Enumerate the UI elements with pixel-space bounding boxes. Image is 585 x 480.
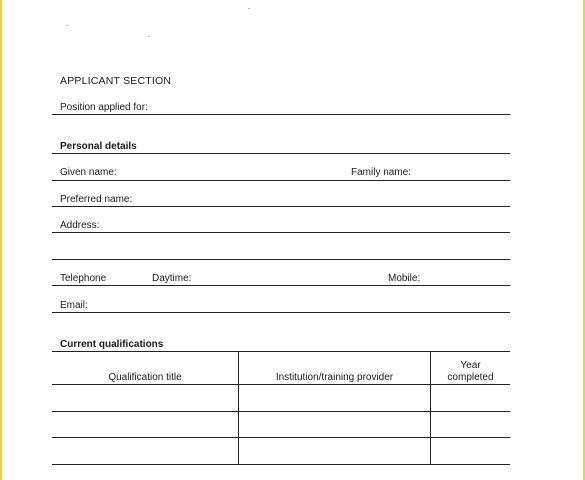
preferred-name-label: Preferred name: — [60, 194, 133, 205]
qualifications-heading: Current qualifications — [60, 339, 164, 350]
email-label: Email: — [60, 300, 88, 311]
table-row[interactable] — [52, 412, 510, 437]
telephone-label: Telephone — [60, 273, 107, 284]
column-header-qualification-title: Qualification title — [108, 372, 182, 383]
table-top-rule — [52, 351, 510, 352]
mobile-label: Mobile: — [388, 273, 421, 284]
telephone-line[interactable] — [52, 285, 510, 286]
personal-details-heading: Personal details — [60, 141, 137, 152]
column-header-year-line2: completed — [447, 372, 494, 383]
scan-speck — [66, 25, 68, 26]
table-bottom-rule — [52, 464, 510, 465]
scan-speck — [148, 36, 150, 37]
daytime-label: Daytime: — [152, 273, 192, 284]
column-header-year-line1: Year — [460, 360, 481, 371]
personal-details-rule — [52, 153, 510, 154]
column-header-institution: Institution/training provider — [275, 372, 394, 383]
position-applied-line[interactable] — [52, 114, 510, 115]
section-title: APPLICANT SECTION — [60, 75, 172, 87]
given-name-label: Given name: — [60, 167, 117, 178]
table-row[interactable] — [52, 385, 510, 411]
address-label: Address: — [60, 220, 100, 231]
position-applied-label: Position applied for: — [60, 102, 148, 113]
address-line-1[interactable] — [52, 232, 510, 233]
scan-speck — [248, 8, 250, 9]
column-header-year-completed — [431, 360, 510, 384]
name-line[interactable] — [52, 180, 510, 181]
family-name-label: Family name: — [351, 167, 412, 178]
address-line-2[interactable] — [52, 259, 510, 260]
table-row[interactable] — [52, 438, 510, 464]
email-line[interactable] — [52, 312, 510, 313]
preferred-name-line[interactable] — [52, 206, 510, 207]
